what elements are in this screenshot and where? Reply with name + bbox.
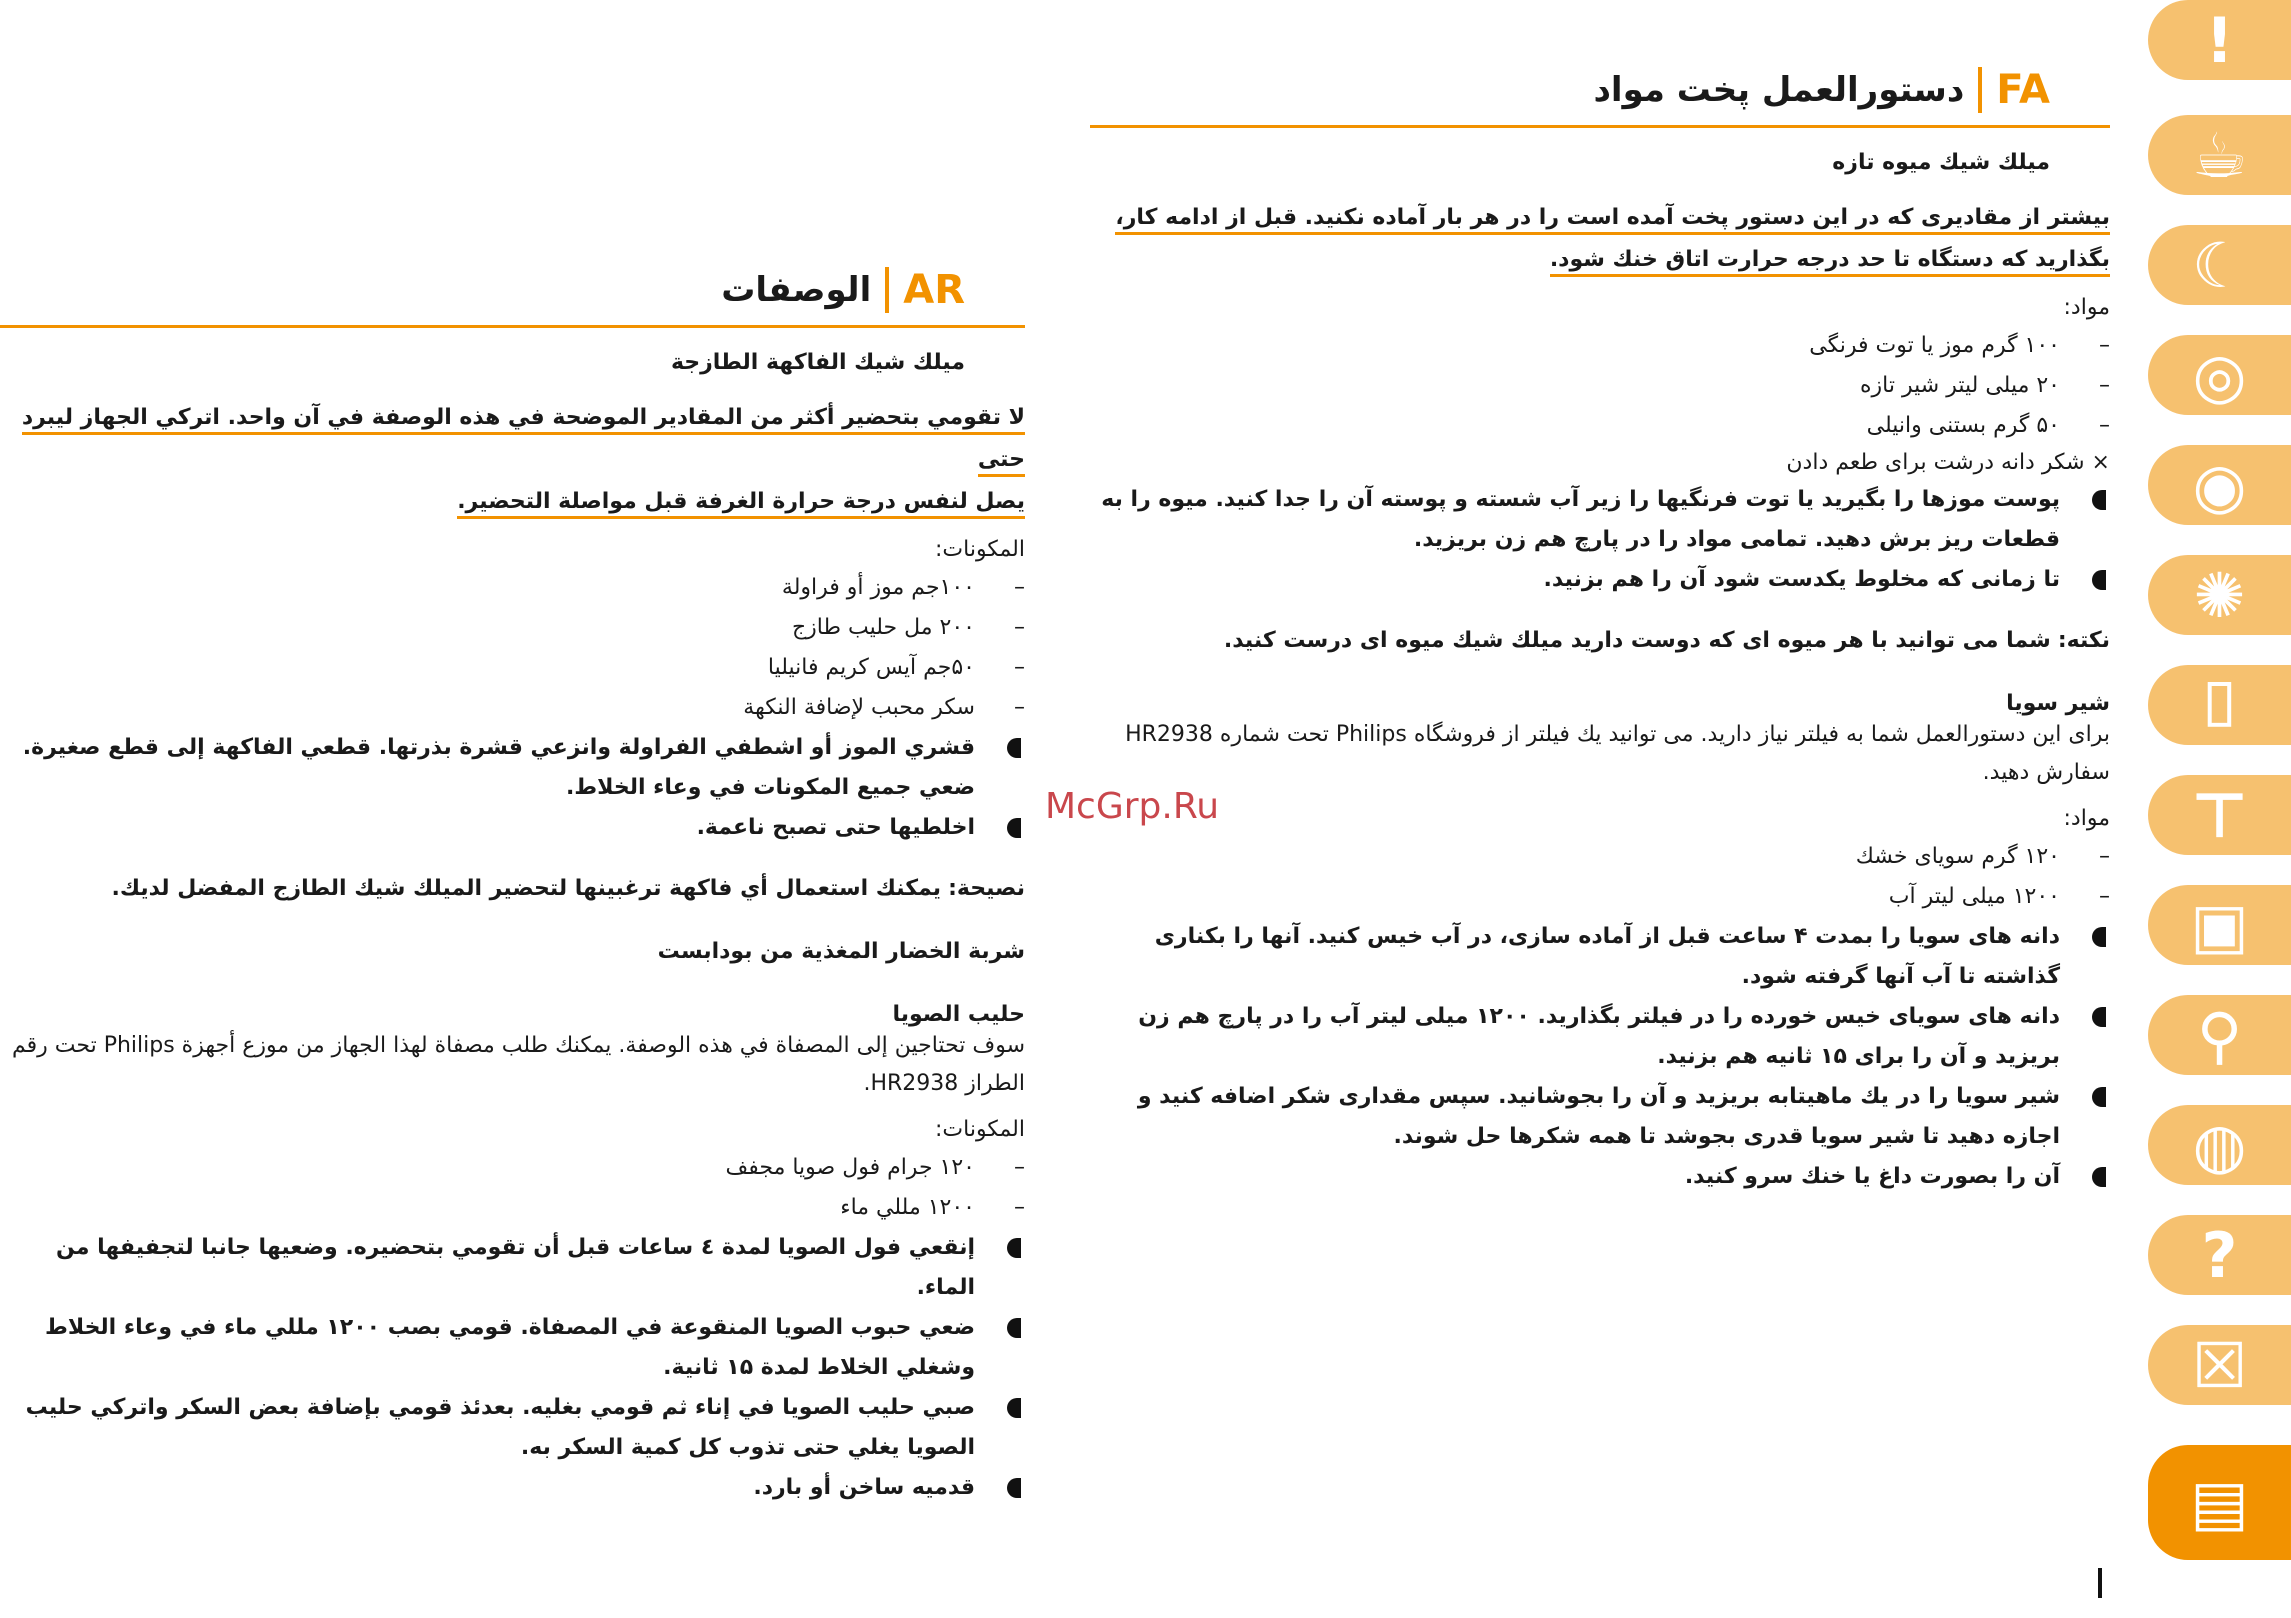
ar-tip-text: يمكنك استعمال أي فاكهة ترغبينها لتحضير الميلك شيك الطازج المفضل لديك. — [111, 876, 942, 901]
list-item: – ۲۰ ميلی ليتر شير تازه — [1090, 366, 2060, 406]
list-item: – سكر محبب لإضافة النكهة — [0, 688, 975, 728]
ar-tip-label: نصيحة: — [948, 876, 1025, 901]
ar-language-code: AR — [885, 267, 965, 313]
tap-icon: ⊤ — [2191, 778, 2248, 852]
fa-tip-label: نكته: — [2057, 628, 2110, 653]
ar-header — [0, 255, 1025, 328]
ar-section-title: الوصفات — [721, 270, 872, 310]
step-item: اخلطيها حتى تصبح ناعمة. — [0, 808, 975, 848]
page-marker — [2098, 1568, 2102, 1598]
magnifier-icon: ⚲ — [2196, 998, 2243, 1072]
list-item: – ۵۰ گرم بستنی وانيلی — [1090, 406, 2060, 446]
ar-column — [0, 255, 1025, 1508]
step-item: شير سويا را در يك ماهيتابه بريزيد و آن را بجوشانيد. سپس مقداری شكر اضافه كنيد و اجازه دهيد تا شير سويا قدری بجوشد تا همه شكرها حل شوند. — [1090, 1077, 2060, 1157]
fa-ingredients-label: مواد: — [2063, 295, 2110, 320]
ar-recipe2-title: حليب الصويا — [892, 1002, 1025, 1027]
grater-icon: ◉ — [2192, 448, 2247, 522]
ar-ingredients-label: المكونات: — [935, 537, 1025, 562]
step-item: دانه های سويا را بمدت ۴ ساعت قبل از آماده سازی، در آب خيس كنيد. آنها را بكناری گذاشته تا آب آنها گرفته شود. — [1090, 917, 2060, 997]
tab-click-and-go[interactable] — [2148, 115, 2291, 195]
fa-header — [1090, 55, 2110, 128]
recipe-book-icon: ▤ — [2190, 1466, 2249, 1539]
fa-language-code: FA — [1978, 67, 2050, 113]
ar-warning-line2: يصل لنفس درجة حرارة الغرفة قبل مواصلة التحضير. — [457, 489, 1025, 519]
list-item: – ۱۲۰ جرام فول صويا مجفف — [0, 1148, 975, 1188]
fa-warning — [1090, 197, 2110, 281]
list-item: – ۱۰۰ گرم موز يا توت فرنگی — [1090, 326, 2060, 366]
click-and-go-icon: ☕ — [2191, 118, 2248, 192]
ar-warning — [0, 397, 1025, 523]
list-item: – ۱۲۰ گرم سويای خشك — [1090, 837, 2060, 877]
ar-recipe1-title: ميلك شيك الفاكهة الطازجة — [670, 350, 965, 375]
disc-icon: ✺ — [2193, 558, 2246, 632]
guarantee-icon: ◍ — [2192, 1108, 2247, 1182]
step-item: ضعي حبوب الصويا المنقوعة في المصفاة. قومي بصب ۱۲۰۰ مللي ماء في وعاء الخلاط وشغلي الخلاط لمدة ۱۵ ثانية. — [0, 1308, 975, 1388]
ar-ingredients2-label: المكونات: — [935, 1117, 1025, 1142]
list-item: – ۵۰جم آيس كريم فانيليا — [0, 648, 975, 688]
ar-soup-title: شربة الخضار المغذية من بودابست — [657, 939, 1025, 964]
step-item: آن را بصورت داغ يا خنك سرو كنيد. — [1090, 1157, 2060, 1197]
list-item: – ۱۲۰۰ ميلی ليتر آب — [1090, 877, 2060, 917]
tab-whisk[interactable] — [2148, 335, 2291, 415]
fa-column — [1090, 55, 2110, 1197]
list-item: – ۱۲۰۰ مللي ماء — [0, 1188, 975, 1228]
tab-recipes[interactable] — [2148, 1445, 2291, 1560]
fa-tip-text: شما می توانيد با هر ميوه ای كه دوست داريد ميلك شيك ميوه ای درست كنيد. — [1223, 628, 2051, 653]
fa-warning-line1: بيشتر از مقاديری كه در اين دستور پخت آمده است را در هر بار آماده نكنيد. قبل از ادامه كار، — [1115, 205, 2110, 235]
fa-sugar-note: × شكر دانه درشت برای طعم دادن — [1786, 450, 2110, 475]
fa-steps2 — [1090, 917, 2110, 1197]
ar-steps2 — [0, 1228, 1025, 1508]
step-item: پوست موزها را بگيريد يا توت فرنگيها را زير آب شسته و پوسته آن را جدا كنيد. ميوه را به قطعات ريز برش دهيد. تمامی مواد را در پارچ هم زن بريزيد. — [1090, 480, 2060, 560]
list-item: – ۲۰۰ مل حليب طازج — [0, 608, 975, 648]
fa-ingredients2-label: مواد: — [2063, 806, 2110, 831]
tab-warning[interactable] — [2148, 0, 2291, 80]
ar-ingredients-list — [0, 568, 1025, 728]
fa-recipe2-title: شير سويا — [2006, 691, 2110, 716]
step-item: قدميه ساخن أو بارد. — [0, 1468, 975, 1508]
side-tab-strip — [2148, 0, 2291, 1618]
tab-help[interactable] — [2148, 1215, 2291, 1295]
ar-warning-line1: لا تقومي بتحضير أكثر من المقادير الموضحة في هذه الوصفة في آن واحد. اتركي الجهاز ليبرد حتى — [22, 405, 1025, 477]
step-item: تا زمانی كه مخلوط يكدست شود آن را هم بزنيد. — [1090, 560, 2060, 600]
ar-steps — [0, 728, 1025, 848]
tab-disposal[interactable] — [2148, 1325, 2291, 1405]
list-item: – ۱۰۰جم موز أو فراولة — [0, 568, 975, 608]
fa-section-title: دستورالعمل پخت مواد — [1593, 70, 1965, 110]
exclamation-icon: ! — [2205, 3, 2234, 77]
tab-storage-box[interactable] — [2148, 885, 2291, 965]
tab-magnifier[interactable] — [2148, 995, 2291, 1075]
ar-ingredients2-list — [0, 1148, 1025, 1228]
step-item: إنقعي فول الصويا لمدة ٤ ساعات قبل أن تقومي بتحضيره. وضعيها جانبا لتجفيفها من الماء. — [0, 1228, 975, 1308]
watermark: McGrp.Ru — [1045, 786, 1220, 827]
tab-grater[interactable] — [2148, 445, 2291, 525]
tab-guarantee[interactable] — [2148, 1105, 2291, 1185]
question-icon: ? — [2201, 1218, 2238, 1292]
whisk-icon: ◎ — [2192, 338, 2247, 412]
tab-jug[interactable] — [2148, 665, 2291, 745]
fa-ingredients2-list — [1090, 837, 2110, 917]
jug-icon: ⌷ — [2200, 668, 2239, 741]
fa-tip — [1090, 628, 2110, 653]
ar-recipe2-intro: سوف تحتاجين إلى المصفاة في هذه الوصفة. يمكنك طلب مصفاة لهذا الجهاز من موزع أجهزة Philips تحت رقم الطراز HR2938. — [12, 1033, 1025, 1096]
tab-tap[interactable] — [2148, 775, 2291, 855]
fa-warning-line2: بگذاريد كه دستگاه تا حد درجه حرارت اتاق خنك شود. — [1550, 247, 2110, 277]
step-item: صبي حليب الصويا في إناء ثم قومي بغليه. بعدئذ قومي بإضافة بعض السكر واتركي حليب الصويا يغلي حتى تذوب كل كمية السكر به. — [0, 1388, 975, 1468]
fa-recipe1-title: ميلك شيك ميوه تازه — [1832, 150, 2050, 175]
fa-steps — [1090, 480, 2110, 600]
tab-blade[interactable] — [2148, 225, 2291, 305]
tab-disc[interactable] — [2148, 555, 2291, 635]
step-item: دانه های سويای خيس خورده را در فيلتر بگذاريد. ۱۲۰۰ ميلی ليتر آب را در پارچ هم زن بريزيد و آن را برای ۱۵ ثانيه هم بزنيد. — [1090, 997, 2060, 1077]
disposal-icon: ☒ — [2191, 1328, 2248, 1402]
blade-icon: ☾ — [2191, 228, 2248, 302]
ar-tip — [0, 876, 1025, 901]
storage-box-icon: ▣ — [2190, 888, 2249, 962]
step-item: قشري الموز أو اشطفي الفراولة وانزعي قشرة بذرتها. قطعي الفاكهة إلى قطع صغيرة. ضعي جميع المكونات في وعاء الخلاط. — [0, 728, 975, 808]
fa-recipe2-intro: برای اين دستورالعمل شما به فيلتر نياز داريد. می توانيد يك فيلتر از فروشگاه Philips تحت شماره HR2938 سفارش دهيد. — [1125, 722, 2110, 785]
fa-ingredients-list — [1090, 326, 2110, 446]
